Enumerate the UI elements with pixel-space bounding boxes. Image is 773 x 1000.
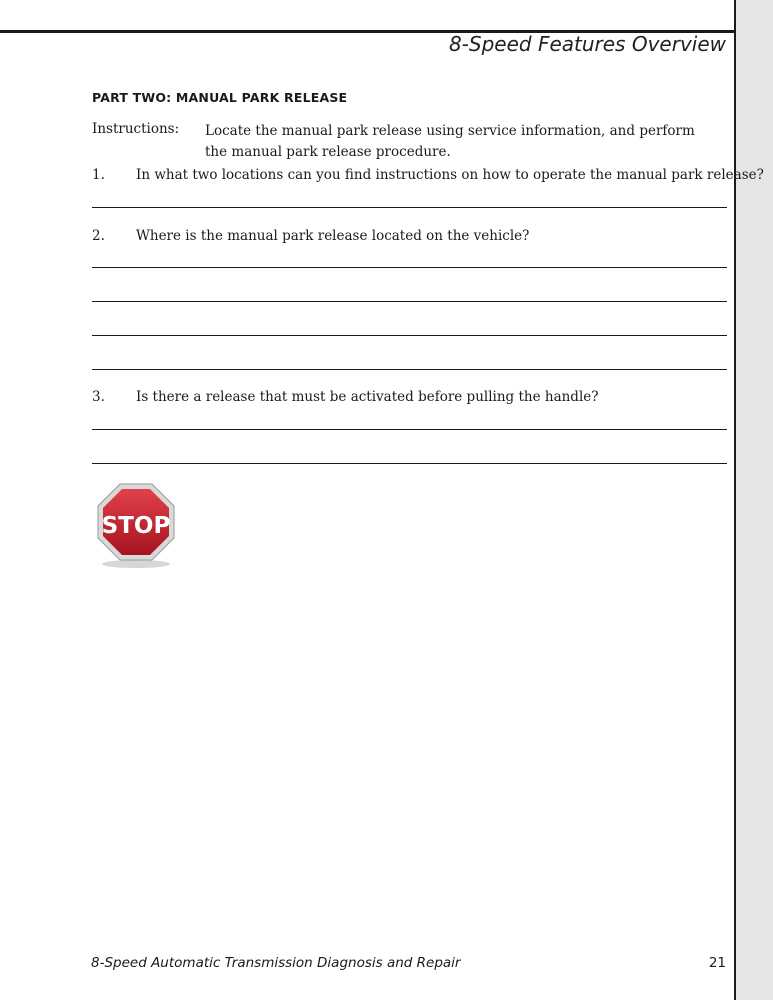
question-text: In what two locations can you find instructions on how to operate the manual park release?: [136, 167, 764, 183]
page-header-title: 8-Speed Features Overview: [448, 32, 726, 56]
question-number: 1.: [92, 167, 105, 183]
page-side-bar: [734, 0, 773, 1000]
question-2: [92, 228, 732, 244]
question-text: Where is the manual park release located on the vehicle?: [136, 228, 530, 244]
page-number: 21: [708, 955, 726, 971]
section-title: PART TWO: MANUAL PARK RELEASE: [92, 90, 348, 105]
question-text: Is there a release that must be activated before pulling the handle?: [136, 389, 599, 405]
question-number: 2.: [92, 228, 105, 244]
footer-title: 8-Speed Automatic Transmission Diagnosis and Repair: [91, 955, 461, 971]
instructions-label: Instructions:: [92, 121, 180, 137]
stop-sign-icon: [94, 482, 178, 570]
answer-line[interactable]: [92, 207, 727, 208]
question-1: [92, 167, 764, 183]
answer-line[interactable]: [92, 335, 727, 336]
stop-sign-label: STOP: [101, 513, 171, 539]
question-3: [92, 389, 732, 405]
answer-line[interactable]: [92, 267, 727, 268]
answer-line[interactable]: [92, 429, 727, 430]
question-number: 3.: [92, 389, 105, 405]
instructions-text: Locate the manual park release using service information, and perform the manual park release procedure.: [205, 123, 695, 160]
answer-line[interactable]: [92, 463, 727, 464]
answer-line[interactable]: [92, 369, 727, 370]
answer-line[interactable]: [92, 301, 727, 302]
